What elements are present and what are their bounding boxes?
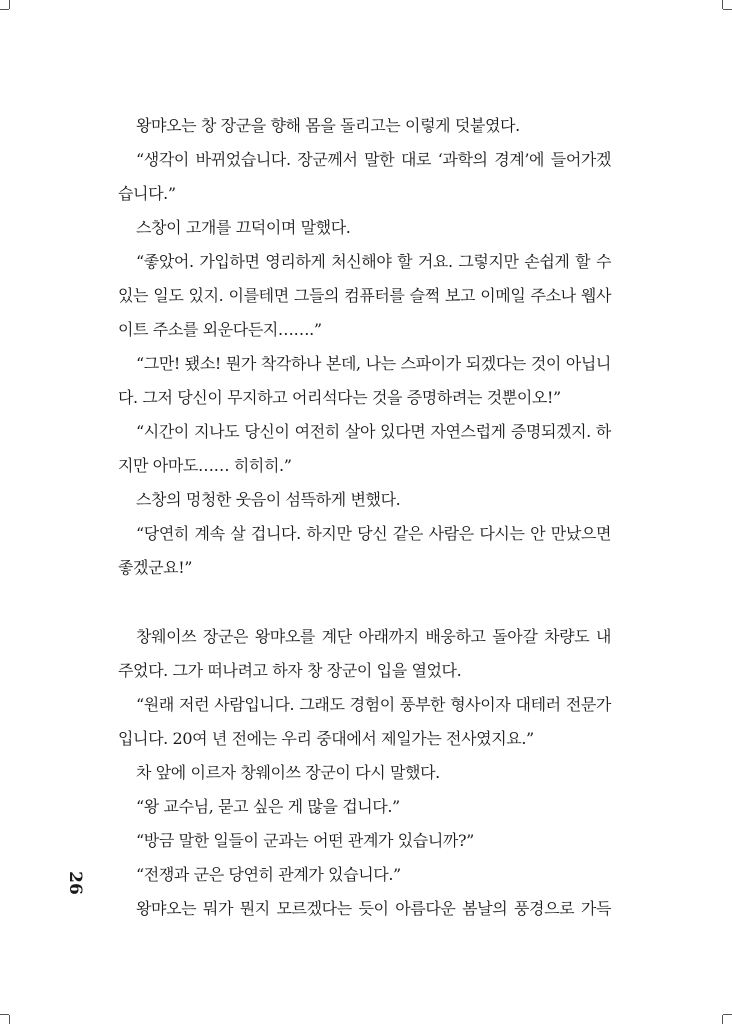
crop-mark-top-right-horizontal: [723, 9, 732, 10]
text-line: 창웨이쓰 장군은 왕먀오를 계단 아래까지 배웅하고 돌아갈 차량도 내: [136, 627, 611, 646]
text-line: “전쟁과 군은 당연히 관계가 있습니다.”: [136, 865, 401, 884]
text-line: “원래 저런 사람입니다. 그래도 경험이 풍부한 형사이자 대테러 전문가: [136, 695, 611, 714]
text-line: “시간이 지나도 당신이 여전히 살아 있다면 자연스럽게 증명되겠지. 하: [136, 422, 611, 441]
text-line: 왕먀오는 창 장군을 향해 몸을 돌리고는 이렇게 덧붙였다.: [136, 116, 520, 135]
crop-mark-top-left-horizontal: [0, 9, 9, 10]
crop-mark-top-left-vertical: [9, 0, 10, 9]
page-number: 26: [65, 871, 85, 895]
text-line: 습니다.”: [118, 184, 176, 203]
text-line: “그만! 됐소! 뭔가 착각하나 본데, 나는 스파이가 되겠다는 것이 아닙니: [136, 354, 611, 373]
body-text: [118, 109, 611, 926]
text-line: “당연히 계속 살 겁니다. 하지만 당신 같은 사람은 다시는 안 만났으면: [136, 524, 611, 543]
text-line: 있는 일도 있지. 이를테면 그들의 컴퓨터를 슬쩍 보고 이메일 주소나 웹사: [118, 286, 611, 305]
crop-mark-bottom-left-vertical: [9, 1015, 10, 1024]
text-line: 스창의 멍청한 웃음이 섬뜩하게 변했다.: [136, 490, 401, 509]
crop-mark-bottom-right-horizontal: [723, 1014, 732, 1015]
text-line: 차 앞에 이르자 창웨이쓰 장군이 다시 말했다.: [136, 763, 440, 782]
text-line: 지만 아마도…… 히히히.”: [118, 456, 292, 475]
text-line: 좋겠군요!”: [118, 558, 193, 577]
crop-mark-bottom-right-vertical: [722, 1015, 723, 1024]
text-line: 왕먀오는 뭐가 뭔지 모르겠다는 듯이 아름다운 봄날의 풍경으로 가득: [136, 899, 611, 918]
section-break: [118, 585, 611, 620]
text-line: “방금 말한 일들이 군과는 어떤 관계가 있습니까?”: [136, 831, 474, 850]
text-line: 이트 주소를 외운다든지…….”: [118, 320, 322, 339]
text-line: 다. 그저 당신이 무지하고 어리석다는 것을 증명하려는 것뿐이오!”: [118, 388, 561, 407]
text-line: 주었다. 그가 떠나려고 하자 창 장군이 입을 열었다.: [118, 661, 462, 680]
text-line: “생각이 바뀌었습니다. 장군께서 말한 대로 ‘과학의 경계’에 들어가겠: [136, 150, 611, 169]
text-line: “좋았어. 가입하면 영리하게 처신해야 할 거요. 그렇지만 손쉽게 할 수: [136, 252, 611, 271]
crop-mark-bottom-left-horizontal: [0, 1014, 9, 1015]
text-line: “왕 교수님, 묻고 싶은 게 많을 겁니다.”: [136, 797, 400, 816]
crop-mark-top-right-vertical: [722, 0, 723, 9]
text-line: 입니다. 20여 년 전에는 우리 중대에서 제일가는 전사였지요.”: [118, 729, 534, 748]
text-line: 스창이 고개를 끄덕이며 말했다.: [136, 218, 351, 237]
